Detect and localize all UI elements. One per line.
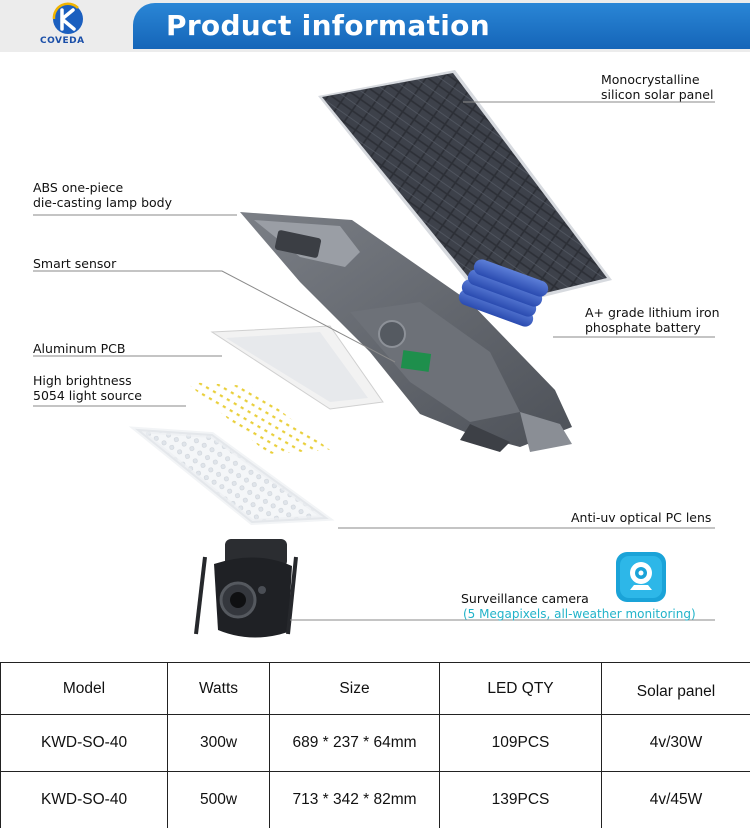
table-header-row [1,663,750,715]
label-line: phosphate battery [585,320,701,335]
label-battery [585,305,720,335]
label-line: die-casting lamp body [33,195,172,210]
camera-app-icon [616,552,666,602]
cell-size: 713 * 342 * 82mm [270,772,440,828]
label-pcb [33,341,125,356]
label-line: A+ grade lithium iron [585,305,720,320]
exploded-diagram [0,52,750,662]
page-title: Product information [166,9,490,42]
header-watts: Watts [168,663,270,715]
label-line: Surveillance camera [461,591,589,606]
page-header [0,0,750,52]
label-line: Anti-uv optical PC lens [571,510,712,525]
cell-watts: 500w [168,772,270,828]
cell-model: KWD-SO-40 [1,715,168,772]
label-line: Monocrystalline [601,72,700,87]
label-pc-lens [571,510,711,525]
brand-name: COVEDA [40,36,85,46]
cell-solar-panel: 4v/30W [602,715,750,772]
table-row [1,715,750,772]
label-camera [461,591,589,606]
header-solar-panel: Solar panel [602,663,750,715]
table-row [1,772,750,828]
label-line: silicon solar panel [601,87,714,102]
cell-watts: 300w [168,715,270,772]
brand-logo [0,0,130,52]
header-model: Model [1,663,168,715]
cell-model: KWD-SO-40 [1,772,168,828]
product-illustration [0,52,750,662]
label-line: ABS one-piece [33,180,124,195]
surveillance-camera-graphic [196,539,296,638]
label-line: Aluminum PCB [33,341,126,356]
cell-led-qty: 139PCS [440,772,602,828]
cell-solar-panel: 4v/45W [602,772,750,828]
label-line: High brightness [33,373,132,388]
label-lamp-body [33,180,172,210]
label-camera-note: (5 Megapixels, all-weather monitoring) [463,607,696,621]
cell-led-qty: 109PCS [440,715,602,772]
label-line: Smart sensor [33,256,117,271]
cell-size: 689 * 237 * 64mm [270,715,440,772]
header-led-qty: LED QTY [440,663,602,715]
label-solar-panel [601,72,713,102]
label-smart-sensor [33,256,116,271]
header-size: Size [270,663,440,715]
spec-table [0,662,750,828]
label-light-source [33,373,142,403]
label-line: 5054 light source [33,388,142,403]
title-bar [133,3,750,49]
